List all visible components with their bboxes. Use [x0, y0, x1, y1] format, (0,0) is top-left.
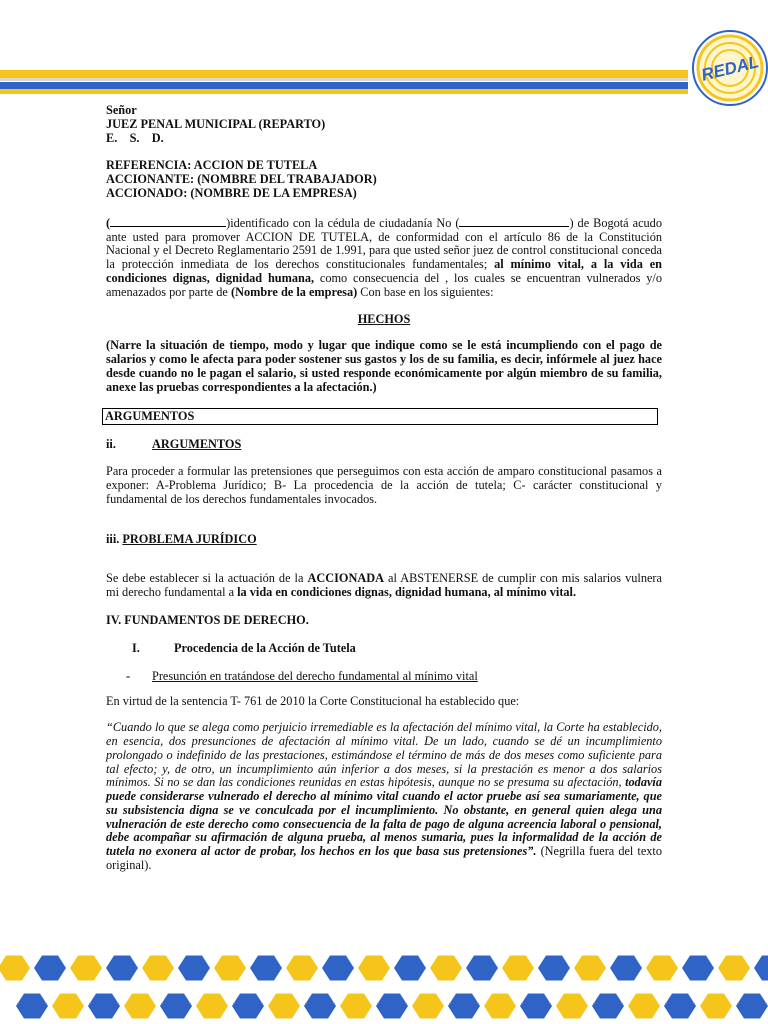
footer-hexagon: [484, 994, 516, 1019]
bullet-text: Presunción en tratándose del derecho fundamental al mínimo vital: [152, 668, 478, 683]
footer-hexagon: [376, 994, 408, 1019]
intro-text-1: )identificado con la cédula de ciudadanía No (: [226, 215, 460, 230]
footer-hexagon: [196, 994, 228, 1019]
footer-hexagon: [592, 994, 624, 1019]
footer-hexagon: [754, 956, 768, 981]
top-stripe-yellow: [0, 70, 688, 78]
problema-body: [106, 572, 662, 600]
salutation: Señor: [106, 103, 137, 117]
footer-hexagon: [628, 994, 660, 1019]
presuncion-bullet: [106, 670, 662, 684]
footer-hexagon: [682, 956, 714, 981]
footer-hexagon: [0, 956, 30, 981]
footer-hexagon: [556, 994, 588, 1019]
footer-hexagon: [322, 956, 354, 981]
redal-logo: [686, 28, 768, 108]
plaintiff-line: ACCIONANTE: (NOMBRE DEL TRABAJADOR): [106, 172, 377, 187]
logo-text: REDAL: [699, 52, 761, 85]
esd-line: E. S. D.: [106, 130, 164, 145]
footer-hexagon: [394, 956, 426, 981]
footer-hexagon: [88, 994, 120, 1019]
footer-hexagon: [448, 994, 480, 1019]
judge-line: JUEZ PENAL MUNICIPAL (REPARTO): [106, 116, 326, 131]
intro-paragraph: [106, 215, 662, 300]
intro-text-3: como consecuencia del , los cuales se encuentran vulnerados y/o amenazados por parte de: [106, 270, 662, 299]
footer-hexagon: [214, 956, 246, 981]
intro-company: (Nombre de la empresa): [230, 284, 358, 299]
reference-line: REFERENCIA: ACCION DE TUTELA: [106, 158, 318, 173]
problema-accionada: ACCIONADA: [307, 571, 384, 586]
footer-hexagon: [142, 956, 174, 981]
citation-quote: [106, 721, 662, 873]
problema-text-1: Se debe establecer si la actuación de la: [106, 571, 308, 586]
problema-heading: [106, 533, 662, 547]
footer-hexagon: [52, 994, 84, 1019]
footer-hexagon: [430, 956, 462, 981]
footer-hexagon: [664, 994, 696, 1019]
footer-hexagon: [70, 956, 102, 981]
footer-hexagon: [574, 956, 606, 981]
intro-open-paren: (: [106, 215, 111, 230]
document-body: [106, 104, 662, 873]
hechos-title: HECHOS: [357, 311, 411, 326]
footer-hexagon: [736, 994, 768, 1019]
bullet-dash: -: [126, 668, 131, 683]
problema-rights: la vida en condiciones dignas, dignidad humana, al mínimo vital.: [237, 585, 577, 600]
footer-hexagon: [178, 956, 210, 981]
footer-hexagon: [718, 956, 750, 981]
intro-text-2: ) de Bogotá acudo ante usted para promover ACCION DE TUTELA, de conformidad con el artículo 86 de la Constitución Nacional y el Decreto Reglamentario 2591 de 1.991, para que usted señor juez de control constitucional conceda la protección inmediata de los derechos constitucionales fundamentales;: [106, 215, 662, 272]
footer-hexagon: [340, 994, 372, 1019]
footer-hexagon: [700, 994, 732, 1019]
footer-hexagon: [268, 994, 300, 1019]
footer-hexagon: [412, 994, 444, 1019]
intro-rights: al mínimo vital, a la vida en condiciones dignas, dignidad humana,: [106, 257, 662, 285]
top-stripe-blue: [0, 82, 688, 89]
footer-hexagon: [304, 994, 336, 1019]
footer-hexagon: [538, 956, 570, 981]
argumentos-box: ARGUMENTOS: [102, 408, 658, 426]
problema-title: PROBLEMA JURÍDICO: [122, 531, 257, 546]
footer-hexagon: [124, 994, 156, 1019]
argumentos-title: ARGUMENTOS: [152, 437, 242, 452]
footer-hexagon: [160, 994, 192, 1019]
footer-hexagon: [286, 956, 318, 981]
footer-hexagon: [106, 956, 138, 981]
footer-hexagon: [466, 956, 498, 981]
argumentos-num: ii.: [106, 437, 116, 452]
quote-note: (Negrilla fuera del texto original).: [106, 844, 662, 873]
roman-numeral: I.: [132, 640, 140, 655]
footer-hexagon: [34, 956, 66, 981]
top-stripe-yellow-2: [0, 89, 688, 94]
quote-bold: todavía puede considerarse vulnerado el derecho al mínimo vital cuando el actor pruebe así sea sumariamente, que su subsistencia digna se ve conculcada por el incumplimiento. No obstante, en general quien alega una vulneración de este derecho como consecuencia de la falta de pago de alguna acreencia laboral o pensional, debe acompañar su afirmación de alguna prueba, al menos sumaria, pues la informalidad de la acción de tutela no exonera al actor de probar, los hechos en los que basa sus pretensiones”.: [106, 775, 662, 859]
problema-num: iii.: [106, 531, 120, 546]
name-blank[interactable]: [110, 215, 226, 227]
problema-text-2: al ABSTENERSE de cumplir con mis salarios vulnera mi derecho fundamental a: [106, 571, 662, 600]
procedencia-heading: [106, 642, 662, 656]
footer-hexagon: [610, 956, 642, 981]
fundamentos-title: IV. FUNDAMENTOS DE DERECHO.: [106, 612, 309, 627]
footer-hexagon: [646, 956, 678, 981]
id-blank[interactable]: [459, 215, 569, 227]
defendant-line: ACCIONADO: (NOMBRE DE LA EMPRESA): [106, 185, 357, 200]
procedencia-title: Procedencia de la Acción de Tutela: [174, 640, 356, 655]
quote-italic: “Cuando lo que se alega como perjuicio irremediable es la afectación del mínimo vital, la Corte ha establecido, en esencia, dos presunciones de afectación al mínimo vital. De un lado, cuando se dé un incumplimiento prolongado o indefinido de las prestaciones, estimándose el término de más de dos meses como suficiente para tal efecto; y, de otro, un incumplimiento aún inferior a dos meses, si la prestación es menor a dos salarios mínimos. Si no se dan las condiciones reunidas en estas hipótesis, aunque no se presuma su afectación,: [106, 720, 662, 790]
footer-hexagon: [358, 956, 390, 981]
footer-hexagon: [250, 956, 282, 981]
footer-hexagon: [520, 994, 552, 1019]
intro-text-4: Con base en los siguientes:: [357, 284, 494, 299]
argumentos-body: Para proceder a formular las pretensiones que perseguimos con esta acción de amparo constitucional pasamos a exponer: A-Problema Jurídico; B- La procedencia de la acción de tutela; C- carácter constitucional y fundamental de los derechos fundamentales invocados.: [106, 464, 662, 506]
footer-hexagon: [232, 994, 264, 1019]
top-stripe-gray: [0, 78, 688, 81]
argumentos-heading: [106, 438, 662, 452]
hechos-body: (Narre la situación de tiempo, modo y lugar que indique como se le está incumpliendo con el pago de salarios y como le afecta para poder sostener sus gastos y los de su familia, es decir, infórmele al juez hace desde cuando no le pagan el salario, si usted responde económicamente por algún miembro de su familia, anexe las pruebas correspondientes a la afectación.): [106, 338, 662, 394]
footer-hex-pattern: [0, 948, 768, 1024]
footer-hexagon: [502, 956, 534, 981]
virtud-line: En virtud de la sentencia T- 761 de 2010 la Corte Constitucional ha establecido que:: [106, 694, 520, 709]
footer-hexagon: [16, 994, 48, 1019]
